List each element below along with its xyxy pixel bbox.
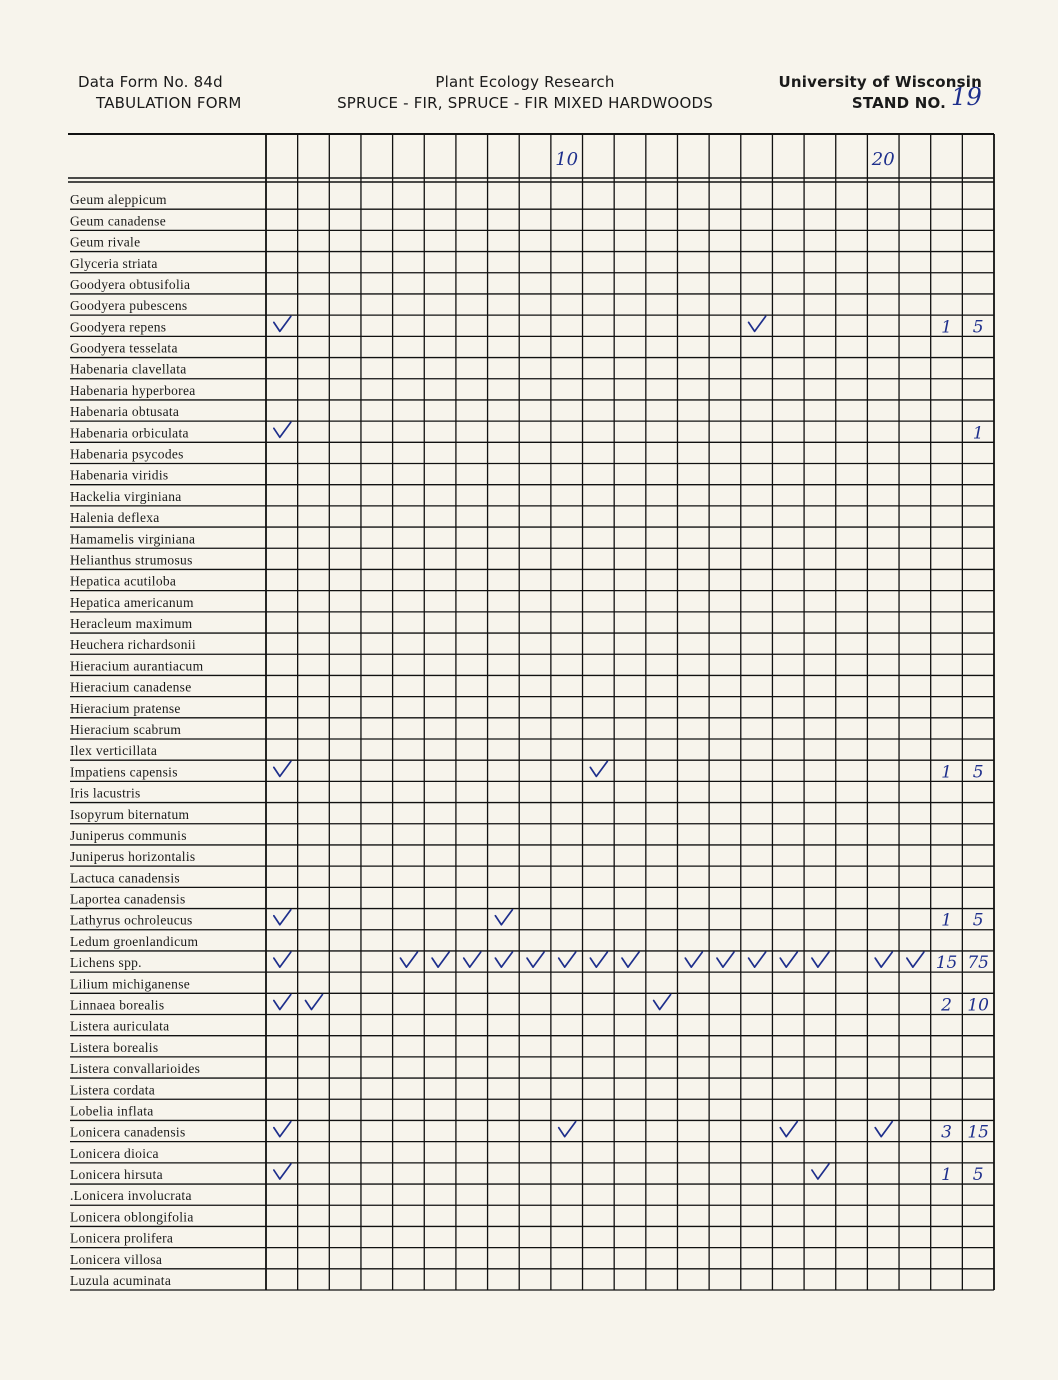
species-name: Heracleum maximum	[70, 616, 193, 632]
species-name: Listera cordata	[70, 1082, 156, 1098]
check-mark	[464, 952, 481, 967]
species-name: Habenaria viridis	[70, 467, 169, 483]
frequency-value: 15	[935, 953, 958, 974]
organization: Plant Ecology Research	[435, 73, 615, 91]
check-mark	[654, 995, 671, 1010]
species-name: Listera borealis	[70, 1039, 159, 1055]
form-subtitle: SPRUCE - FIR, SPRUCE - FIR MIXED HARDWOODS	[337, 94, 713, 112]
frequency-value: 1	[941, 910, 952, 931]
species-name: Hieracium pratense	[70, 700, 181, 716]
check-mark	[495, 952, 512, 967]
percent-value: 15	[967, 1122, 989, 1143]
species-name: Juniperus communis	[70, 827, 187, 843]
check-mark	[274, 952, 291, 967]
check-mark	[432, 952, 449, 967]
species-name: Hepatica acutiloba	[70, 573, 177, 589]
species-name: .Lonicera involucrata	[70, 1188, 192, 1204]
species-name: Geum canadense	[70, 213, 167, 229]
check-mark	[527, 952, 544, 967]
species-name: Lonicera dioica	[70, 1145, 159, 1161]
check-mark	[274, 422, 291, 437]
check-mark	[559, 952, 576, 967]
percent-value: 1	[972, 423, 984, 444]
column-marker: 20	[871, 149, 895, 170]
check-mark	[590, 761, 607, 776]
check-mark	[400, 952, 417, 967]
check-mark	[559, 1122, 576, 1137]
species-name: Geum aleppicum	[70, 192, 167, 208]
frequency-value: 1	[941, 317, 952, 338]
species-name: Ilex verticillata	[70, 743, 158, 759]
species-name: Listera auriculata	[70, 1018, 170, 1034]
species-name: Impatiens capensis	[70, 764, 178, 780]
species-name: Hieracium canadense	[70, 679, 192, 695]
check-mark	[305, 995, 322, 1010]
check-mark	[875, 952, 892, 967]
stand-label: STAND NO.	[851, 94, 946, 112]
percent-value: 5	[972, 910, 984, 931]
check-mark	[812, 952, 829, 967]
species-name: Luzula acuminata	[70, 1273, 172, 1288]
species-name: Listera convallarioides	[70, 1061, 201, 1077]
species-name: Hieracium aurantiacum	[70, 658, 204, 674]
species-name: Isopyrum biternatum	[70, 806, 190, 822]
species-name: Juniperus horizontalis	[70, 849, 196, 865]
species-name: Lilium michiganense	[70, 976, 191, 992]
species-name: Lathyrus ochroleucus	[70, 912, 193, 928]
species-name: Habenaria orbiculata	[70, 425, 189, 441]
check-mark	[685, 952, 702, 967]
check-mark	[274, 761, 291, 776]
species-name: Lobelia inflata	[70, 1103, 154, 1119]
form-number: Data Form No. 84d	[78, 73, 223, 91]
species-name: Lonicera hirsuta	[70, 1167, 163, 1183]
species-name: Lichens spp.	[70, 955, 142, 971]
species-name: Lactuca canadensis	[70, 870, 180, 886]
species-name: Ledum groenlandicum	[70, 933, 199, 949]
check-mark	[749, 952, 766, 967]
check-mark	[495, 910, 512, 925]
percent-value: 10	[967, 995, 989, 1016]
species-name: Glyceria striata	[70, 255, 158, 271]
frequency-value: 1	[941, 762, 952, 783]
university-name: University of Wisconsin	[778, 73, 982, 91]
percent-value: 5	[972, 317, 984, 338]
check-mark	[875, 1122, 892, 1137]
species-name: Halenia deflexa	[70, 510, 160, 526]
check-mark	[780, 1122, 797, 1137]
species-name: Helianthus strumosus	[70, 552, 193, 568]
percent-value: 75	[967, 953, 989, 974]
frequency-value: 1	[941, 1165, 952, 1186]
check-mark	[907, 952, 924, 967]
stand-number: 19	[951, 83, 982, 111]
species-name: Hamamelis virginiana	[70, 531, 196, 547]
species-name: Hepatica americanum	[70, 594, 194, 610]
check-mark	[812, 1164, 829, 1179]
frequency-value: 2	[941, 995, 952, 1016]
species-name: Habenaria psycodes	[70, 446, 184, 462]
percent-value: 5	[972, 1165, 984, 1186]
check-mark	[274, 995, 291, 1010]
species-name: Habenaria hyperborea	[70, 382, 196, 398]
check-mark	[622, 952, 639, 967]
check-mark	[274, 1122, 291, 1137]
species-name: Lonicera prolifera	[70, 1230, 174, 1246]
check-mark	[274, 910, 291, 925]
species-name: Goodyera pubescens	[70, 298, 188, 314]
species-name: Hieracium scabrum	[70, 722, 182, 737]
species-name: Goodyera repens	[70, 319, 167, 335]
species-name: Goodyera obtusifolia	[70, 276, 191, 292]
species-name: Lonicera oblongifolia	[70, 1209, 194, 1225]
species-name: Heuchera richardsonii	[70, 637, 196, 653]
species-name: Habenaria obtusata	[70, 404, 180, 420]
form-type: TABULATION FORM	[96, 94, 242, 112]
check-mark	[590, 952, 607, 967]
check-mark	[749, 316, 766, 331]
species-name: Geum rivale	[70, 234, 141, 250]
column-marker: 10	[555, 149, 579, 170]
check-mark	[274, 1164, 291, 1179]
species-name: Habenaria clavellata	[70, 361, 187, 377]
check-mark	[717, 952, 734, 967]
species-name: Hackelia virginiana	[70, 488, 182, 504]
frequency-value: 3	[941, 1122, 952, 1143]
species-name: Goodyera tesselata	[70, 340, 178, 356]
species-name: Iris lacustris	[70, 785, 141, 801]
species-name: Lonicera villosa	[70, 1251, 163, 1267]
species-name: Lonicera canadensis	[70, 1124, 186, 1140]
check-mark	[274, 316, 291, 331]
species-name: Laportea canadensis	[70, 891, 186, 907]
species-name: Linnaea borealis	[70, 997, 165, 1013]
check-mark	[780, 952, 797, 967]
percent-value: 5	[972, 762, 984, 783]
